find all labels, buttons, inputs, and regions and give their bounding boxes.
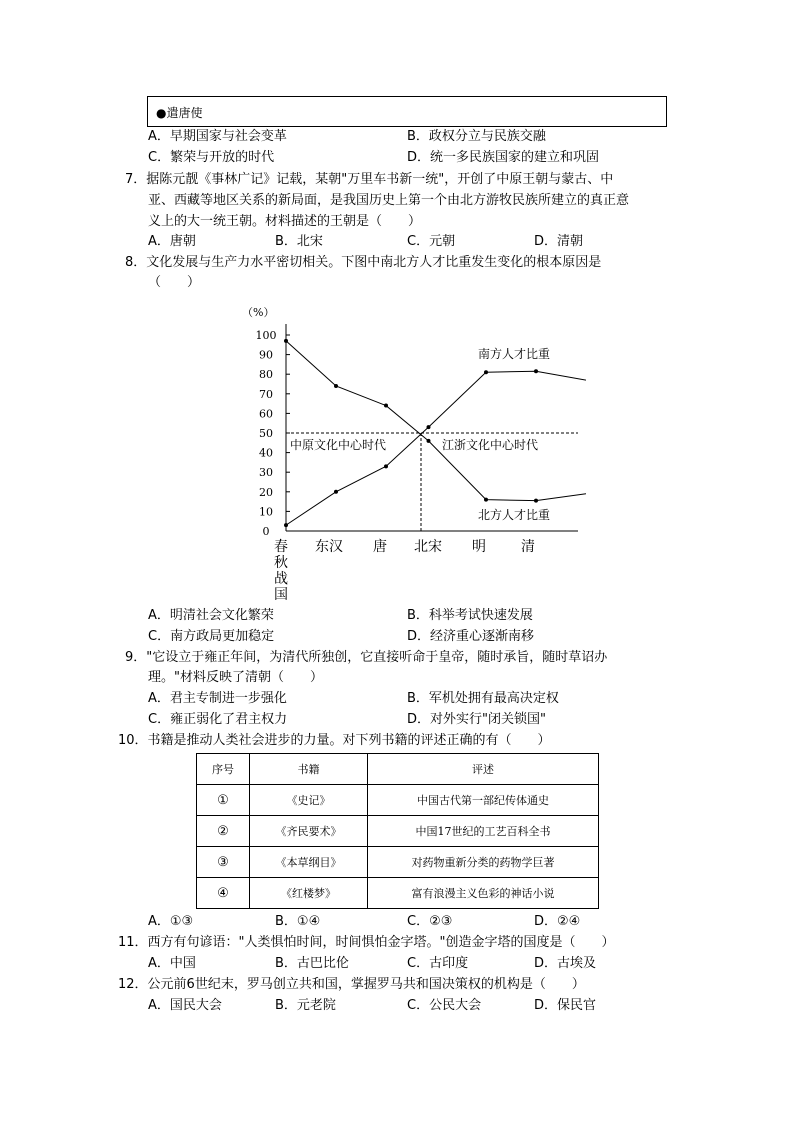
q11-option-c[interactable]: C．古印度 bbox=[407, 956, 469, 971]
y-tick-label: 30 bbox=[259, 466, 273, 480]
books-table bbox=[196, 753, 599, 909]
q6-option-d[interactable]: D．统一多民族国家的建立和巩固 bbox=[407, 150, 600, 165]
y-tick-label: 0 bbox=[262, 525, 270, 538]
q7-stem-line-3: 义上的大一统王朝。材料描述的王朝是（ ） bbox=[148, 214, 422, 229]
row-comment: 富有浪漫主义色彩的神话小说 bbox=[368, 878, 599, 909]
y-tick-label: 20 bbox=[259, 485, 273, 499]
q9-stem-line-2: 理。"材料反映了清朝（ ） bbox=[148, 670, 323, 685]
q11-option-d[interactable]: D．古埃及 bbox=[534, 956, 597, 971]
row-book: 《齐民要术》 bbox=[250, 816, 368, 847]
row-comment: 对药物重新分类的药物学巨著 bbox=[368, 847, 599, 878]
row-index: ② bbox=[197, 816, 250, 847]
data-point-north bbox=[384, 404, 388, 408]
table-row bbox=[197, 816, 599, 847]
header-book: 书籍 bbox=[250, 754, 368, 785]
header-index: 序号 bbox=[197, 754, 250, 785]
q7-stem-line-1: 7．据陈元靓《事林广记》记载，某朝"万里车书新一统"，开创了中原王朝与蒙古、中 bbox=[125, 172, 614, 187]
x-tick-label: 秋 bbox=[274, 555, 288, 571]
data-point-south bbox=[384, 464, 388, 468]
x-tick-label: 明 bbox=[472, 539, 486, 555]
q10-option-b[interactable]: B．①④ bbox=[275, 914, 321, 929]
talent-ratio-chart bbox=[226, 300, 586, 600]
row-index: ① bbox=[197, 785, 250, 816]
q6-option-c[interactable]: C．繁荣与开放的时代 bbox=[148, 150, 275, 165]
y-tick-label: 90 bbox=[259, 348, 273, 362]
y-tick-label: 10 bbox=[259, 505, 273, 519]
y-tick-label: 40 bbox=[259, 446, 273, 460]
y-axis-label: （%） bbox=[242, 306, 275, 319]
q9-option-a[interactable]: A．君主专制进一步强化 bbox=[148, 691, 287, 706]
header-comment: 评述 bbox=[368, 754, 599, 785]
y-tick-label: 80 bbox=[259, 368, 273, 382]
table-row bbox=[197, 785, 599, 816]
table-row bbox=[197, 847, 599, 878]
data-point-south bbox=[427, 425, 431, 429]
q6-option-b[interactable]: B．政权分立与民族交融 bbox=[407, 129, 546, 144]
q10-stem: 10．书籍是推动人类社会进步的力量。对下列书籍的评述正确的有（ ） bbox=[118, 733, 551, 748]
annotation-jiangzhe-era: 江浙文化中心时代 bbox=[442, 438, 539, 452]
q7-option-d[interactable]: D．清朝 bbox=[534, 234, 584, 249]
data-point-south bbox=[284, 523, 288, 527]
material-box bbox=[147, 96, 667, 127]
q9-option-c[interactable]: C．雍正弱化了君主权力 bbox=[148, 712, 288, 727]
x-tick-label: 国 bbox=[274, 587, 288, 600]
row-book: 《史记》 bbox=[250, 785, 368, 816]
q8-option-a[interactable]: A．明清社会文化繁荣 bbox=[148, 608, 274, 623]
row-index: ③ bbox=[197, 847, 250, 878]
data-point-north bbox=[427, 439, 431, 443]
q8-option-c[interactable]: C．南方政局更加稳定 bbox=[148, 629, 275, 644]
legend-north-ratio: 北方人才比重 bbox=[478, 508, 551, 522]
q8-option-d[interactable]: D．经济重心逐渐南移 bbox=[407, 629, 535, 644]
q10-option-c[interactable]: C．②③ bbox=[407, 914, 453, 929]
row-comment: 中国古代第一部纪传体通史 bbox=[368, 785, 599, 816]
q7-option-b[interactable]: B．北宋 bbox=[275, 234, 323, 249]
table-row bbox=[197, 878, 599, 909]
q8-option-b[interactable]: B．科举考试快速发展 bbox=[407, 608, 533, 623]
data-point-south bbox=[534, 369, 538, 373]
q9-option-d[interactable]: D．对外实行"闭关锁国" bbox=[407, 712, 546, 727]
data-point-south bbox=[334, 490, 338, 494]
q6-option-a[interactable]: A．早期国家与社会变革 bbox=[148, 129, 287, 144]
q12-option-d[interactable]: D．保民官 bbox=[534, 998, 597, 1013]
x-tick-label: 战 bbox=[274, 571, 288, 587]
q12-stem: 12．公元前6世纪末，罗马创立共和国，掌握罗马共和国决策权的机构是（ ） bbox=[118, 977, 585, 992]
q7-option-a[interactable]: A．唐朝 bbox=[148, 234, 196, 249]
y-tick-label: 100 bbox=[255, 329, 277, 342]
row-index: ④ bbox=[197, 878, 250, 909]
row-comment: 中国17世纪的工艺百科全书 bbox=[368, 816, 599, 847]
q12-option-c[interactable]: C．公民大会 bbox=[407, 998, 482, 1013]
q8-stem-line-2: （ ） bbox=[148, 275, 201, 290]
data-point-north bbox=[484, 498, 488, 502]
annotation-central-plains-era: 中原文化中心时代 bbox=[290, 438, 387, 452]
x-tick-label: 清 bbox=[521, 539, 535, 555]
data-point-north bbox=[534, 499, 538, 503]
x-tick-label: 唐 bbox=[373, 539, 387, 555]
q11-option-b[interactable]: B．古巴比伦 bbox=[275, 956, 349, 971]
legend-south-ratio: 南方人才比重 bbox=[478, 347, 551, 361]
q11-option-a[interactable]: A．中国 bbox=[148, 956, 196, 971]
y-tick-label: 70 bbox=[259, 387, 273, 401]
x-tick-label: 东汉 bbox=[315, 539, 343, 555]
row-book: 《红楼梦》 bbox=[250, 878, 368, 909]
q7-stem-line-2: 亚、西藏等地区关系的新局面，是我国历史上第一个由北方游牧民族所建立的真正意 bbox=[148, 193, 630, 208]
y-tick-label: 50 bbox=[259, 427, 273, 440]
data-point-north bbox=[284, 339, 288, 343]
series-line-north bbox=[286, 341, 586, 501]
q7-option-c[interactable]: C．元朝 bbox=[407, 234, 456, 249]
q12-option-b[interactable]: B．元老院 bbox=[275, 998, 336, 1013]
data-point-south bbox=[484, 370, 488, 374]
material-box-text: ●遣唐使 bbox=[156, 106, 203, 120]
q9-stem-line-1: 9．"它设立于雍正年间，为清代所独创，它直接听命于皇帝，随时承旨，随时草诏办 bbox=[125, 650, 608, 665]
x-tick-label: 春 bbox=[274, 539, 288, 555]
row-book: 《本草纲目》 bbox=[250, 847, 368, 878]
q10-option-a[interactable]: A．①③ bbox=[148, 914, 194, 929]
y-tick-label: 60 bbox=[259, 407, 273, 421]
q8-stem-line-1: 8．文化发展与生产力水平密切相关。下图中南北方人才比重发生变化的根本原因是 bbox=[125, 255, 602, 270]
q12-option-a[interactable]: A．国民大会 bbox=[148, 998, 222, 1013]
x-tick-label: 北宋 bbox=[414, 539, 442, 555]
q10-option-d[interactable]: D．②④ bbox=[534, 914, 581, 929]
q9-option-b[interactable]: B．军机处拥有最高决定权 bbox=[407, 691, 559, 706]
table-header-row bbox=[197, 754, 599, 785]
data-point-north bbox=[334, 384, 338, 388]
q11-stem: 11．西方有句谚语："人类惧怕时间，时间惧怕金字塔。"创造金字塔的国度是（ ） bbox=[118, 935, 615, 950]
